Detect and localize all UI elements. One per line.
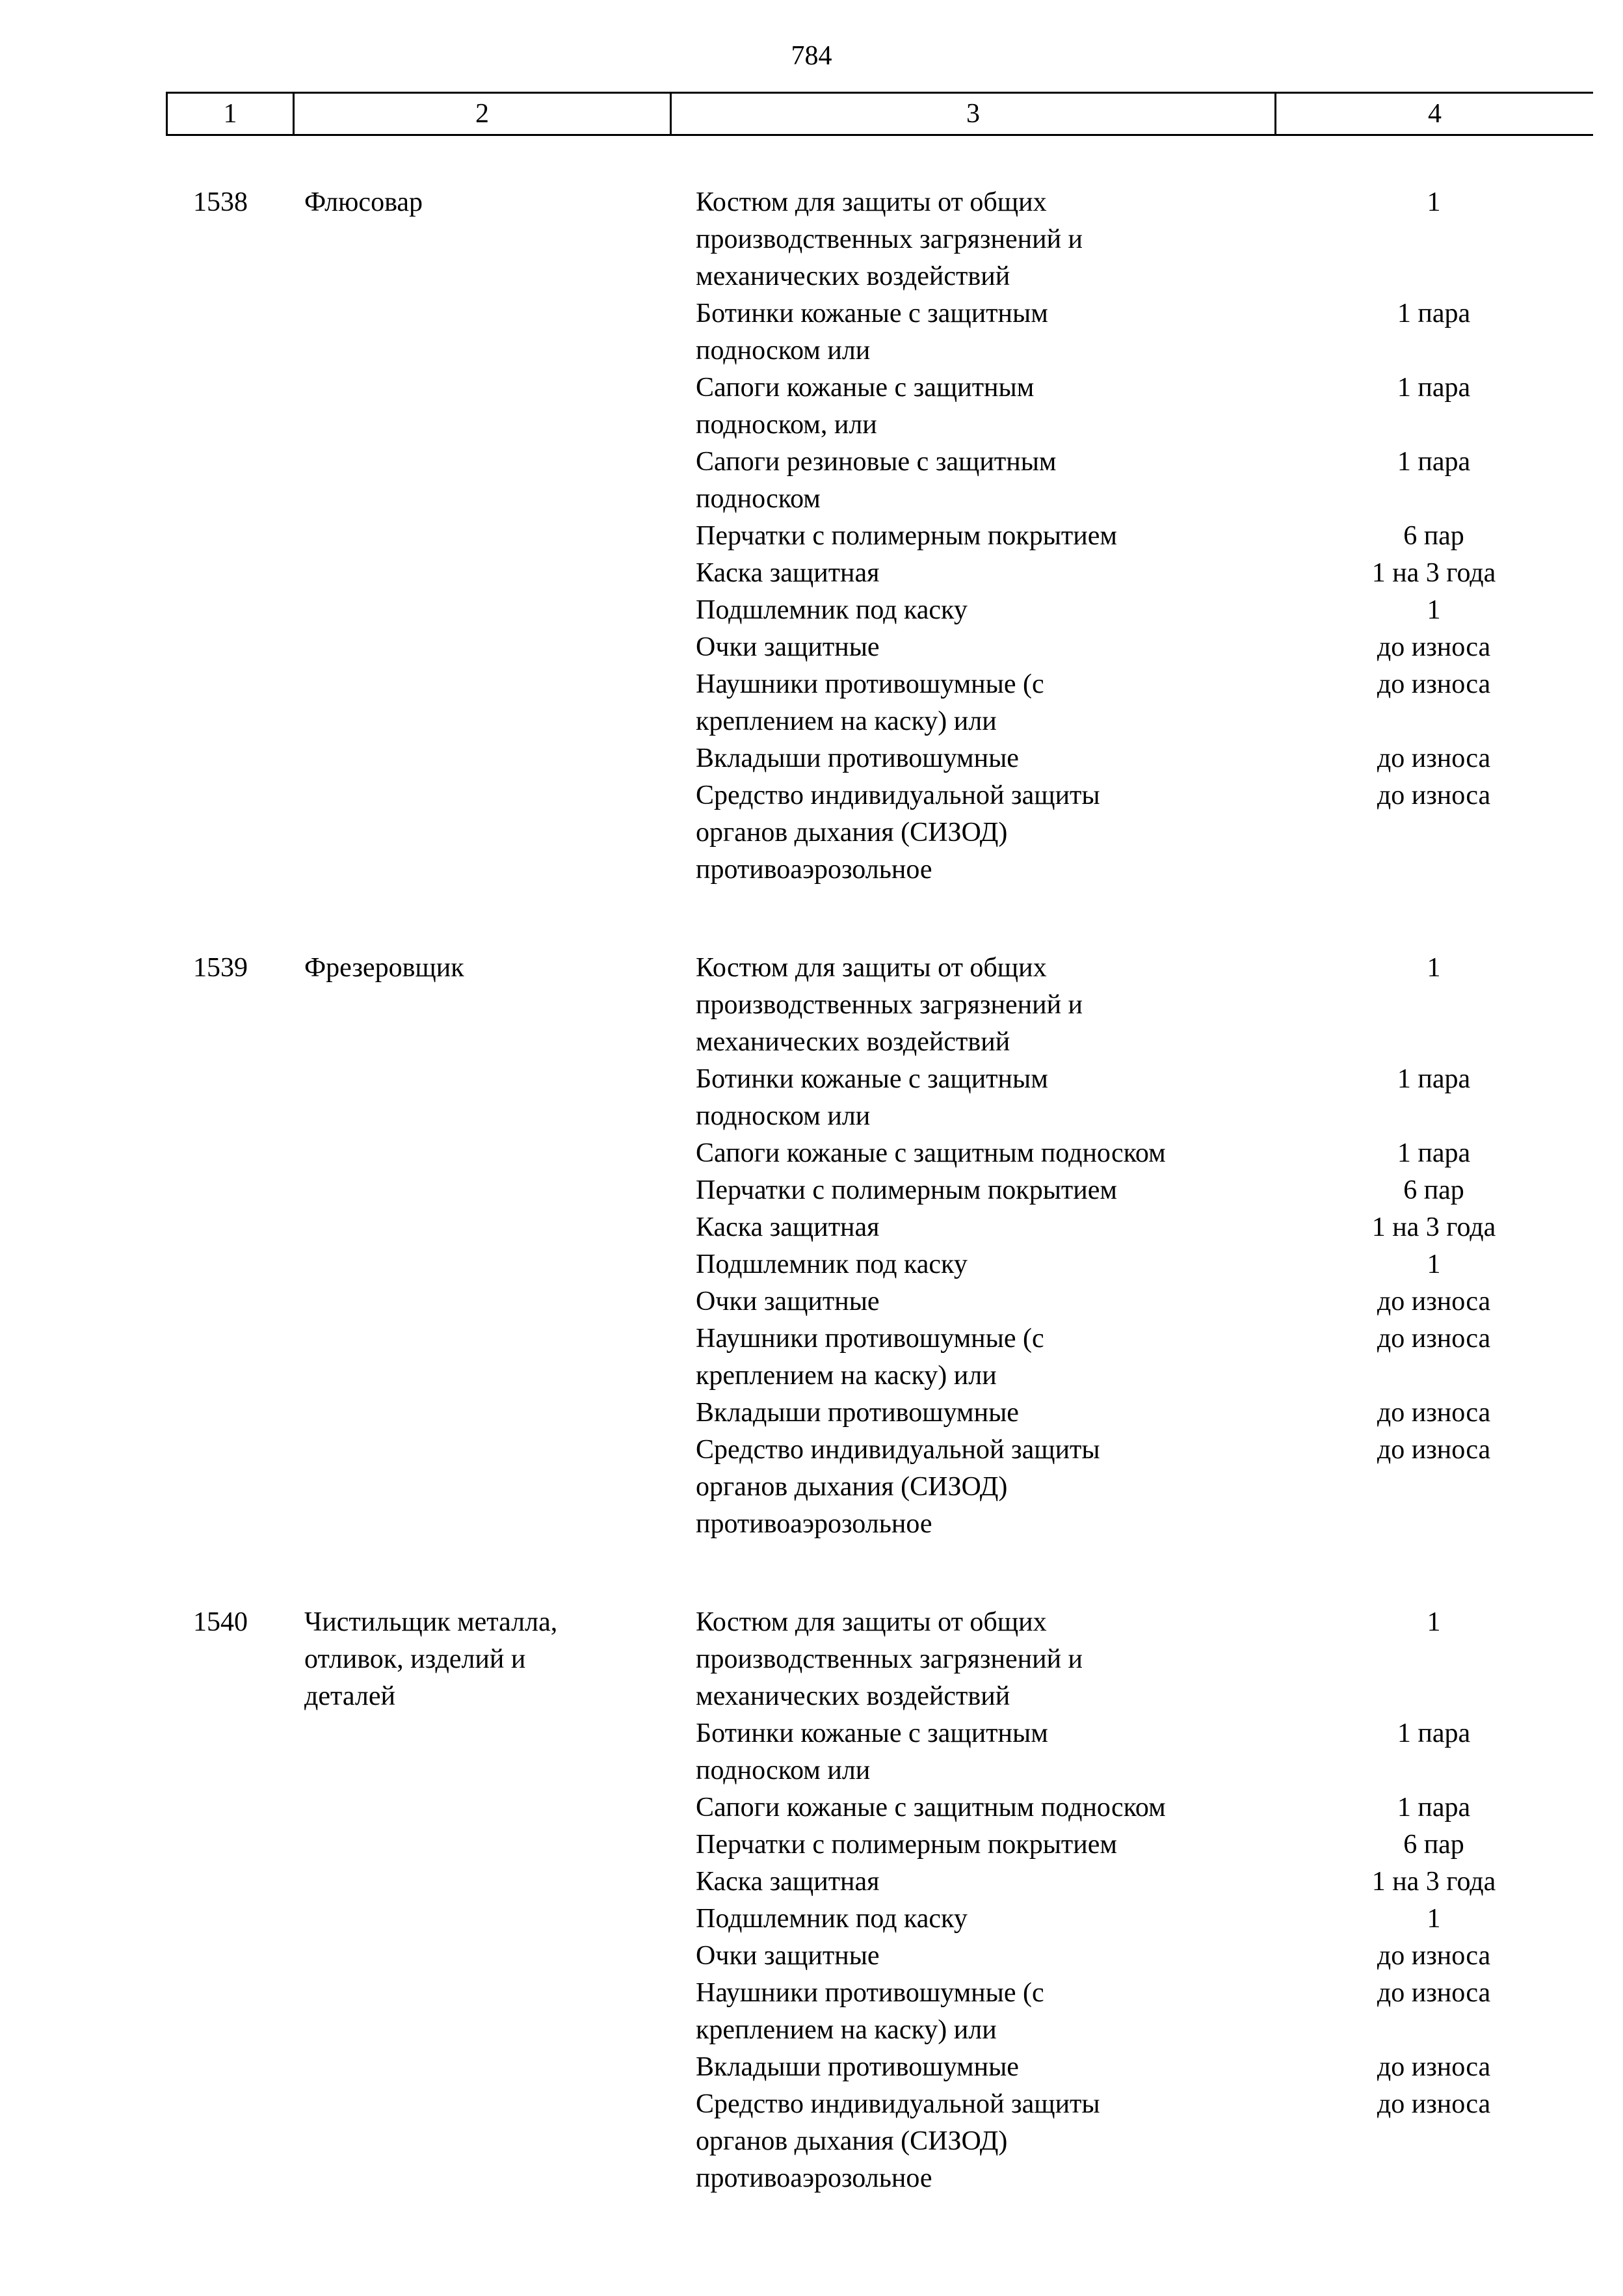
issue-norm: 1 пара [1397, 1793, 1471, 1822]
issue-norm: до износа [1377, 2089, 1491, 2119]
entry-number: 1538 [193, 187, 248, 217]
issue-norm: 1 пара [1397, 299, 1471, 328]
table-header-col-3: 3 [670, 94, 1274, 134]
equipment-row [670, 444, 1593, 518]
equipment-name: Очки защитные [696, 632, 880, 662]
equipment-row [670, 1901, 1593, 1938]
entry-items [670, 950, 1593, 1543]
equipment-name: Наушники противошумные (с креплением на каску) или [696, 1978, 1044, 2045]
issue-norm: 1 [1427, 187, 1441, 217]
equipment-name: Сапоги резиновые с защитным подноском [696, 447, 1057, 514]
issue-norm: 1 пара [1397, 373, 1471, 403]
equipment-name: Средство индивидуальной защиты органов дыхания (СИЗОД) противоаэрозольное [696, 2089, 1100, 2193]
equipment-name: Каска защитная [696, 558, 880, 588]
issue-norm: до износа [1377, 1324, 1491, 1354]
equipment-row [670, 1604, 1593, 1715]
equipment-row [670, 184, 1593, 295]
equipment-row [670, 1938, 1593, 1975]
equipment-name: Ботинки кожаные с защитным подноском или [696, 299, 1048, 366]
equipment-row [670, 1826, 1593, 1863]
issue-norm: до износа [1377, 1978, 1491, 2008]
equipment-row [670, 740, 1593, 777]
issue-norm: до износа [1377, 1398, 1491, 1428]
equipment-row [670, 629, 1593, 666]
issue-norm: 1 [1427, 595, 1441, 625]
equipment-row [670, 1172, 1593, 1209]
issue-norm: 1 [1427, 1249, 1441, 1279]
issue-norm: 1 пара [1397, 1718, 1471, 1748]
issue-norm: до износа [1377, 781, 1491, 810]
equipment-row [670, 1135, 1593, 1172]
table-entries [166, 184, 1593, 2197]
equipment-row [670, 592, 1593, 629]
entry-profession: Фрезеровщик [304, 953, 464, 983]
equipment-row [670, 1789, 1593, 1826]
issue-norm: 6 пар [1403, 1830, 1464, 1860]
equipment-name: Подшлемник под каску [696, 1904, 968, 1934]
entry-items [670, 184, 1593, 888]
table-entry [166, 184, 1593, 888]
equipment-name: Подшлемник под каску [696, 595, 968, 625]
equipment-row [670, 1975, 1593, 2049]
page-number: 784 [791, 41, 832, 71]
issue-norm: до износа [1377, 1287, 1491, 1316]
entry-number: 1539 [193, 953, 248, 983]
equipment-name: Вкладыши противошумные [696, 2052, 1019, 2082]
equipment-row [670, 555, 1593, 592]
issue-norm: до износа [1377, 2052, 1491, 2082]
equipment-row [670, 518, 1593, 555]
equipment-row [670, 369, 1593, 444]
equipment-row [670, 1320, 1593, 1395]
issue-norm: до износа [1377, 632, 1491, 662]
issue-norm: 1 на 3 года [1371, 558, 1496, 588]
equipment-name: Сапоги кожаные с защитным подноском [696, 1138, 1166, 1168]
equipment-name: Средство индивидуальной защиты органов дыхания (СИЗОД) противоаэрозольное [696, 1435, 1100, 1539]
table-header-col-1: 1 [166, 94, 293, 134]
equipment-name: Очки защитные [696, 1941, 880, 1971]
issue-norm: до износа [1377, 669, 1491, 699]
equipment-name: Перчатки с полимерным покрытием [696, 1175, 1117, 1205]
issue-norm: 6 пар [1403, 1175, 1464, 1205]
equipment-row [670, 1209, 1593, 1246]
entry-profession: Чистильщик металла, отливок, изделий и деталей [304, 1607, 558, 1711]
equipment-row [670, 2049, 1593, 2086]
equipment-row [670, 295, 1593, 369]
table-header-row [166, 92, 1593, 136]
equipment-name: Каска защитная [696, 1867, 880, 1897]
issue-norm: 1 на 3 года [1371, 1867, 1496, 1897]
table-entry [166, 950, 1593, 1543]
equipment-name: Наушники противошумные (с креплением на каску) или [696, 669, 1044, 736]
equipment-name: Сапоги кожаные с защитным подноском, или [696, 373, 1035, 440]
equipment-name: Сапоги кожаные с защитным подноском [696, 1793, 1166, 1822]
entry-profession: Флюсовар [304, 187, 423, 217]
equipment-name: Перчатки с полимерным покрытием [696, 521, 1117, 551]
table-header-col-2: 2 [293, 94, 670, 134]
equipment-row [670, 2086, 1593, 2197]
equipment-row [670, 1863, 1593, 1901]
issue-norm: 1 пара [1397, 1138, 1471, 1168]
issue-norm: до износа [1377, 1941, 1491, 1971]
equipment-name: Подшлемник под каску [696, 1249, 968, 1279]
equipment-name: Ботинки кожаные с защитным подноском или [696, 1718, 1048, 1785]
entry-number: 1540 [193, 1607, 248, 1637]
issue-norm: 1 [1427, 1904, 1441, 1934]
equipment-name: Каска защитная [696, 1212, 880, 1242]
equipment-name: Очки защитные [696, 1287, 880, 1316]
issue-norm: до износа [1377, 743, 1491, 773]
issue-norm: 6 пар [1403, 521, 1464, 551]
equipment-name: Наушники противошумные (с креплением на каску) или [696, 1324, 1044, 1391]
table-header-col-4: 4 [1274, 94, 1593, 134]
issue-norm: 1 на 3 года [1371, 1212, 1496, 1242]
issue-norm: 1 пара [1397, 447, 1471, 477]
equipment-row [670, 1246, 1593, 1283]
equipment-row [670, 777, 1593, 888]
equipment-row [670, 1432, 1593, 1543]
equipment-name: Костюм для защиты от общих производственных загрязнений и механических воздействий [696, 1607, 1083, 1711]
entry-items [670, 1604, 1593, 2197]
issue-norm: 1 пара [1397, 1064, 1471, 1094]
issue-norm: до износа [1377, 1435, 1491, 1465]
issue-norm: 1 [1427, 1607, 1441, 1637]
equipment-name: Перчатки с полимерным покрытием [696, 1830, 1117, 1860]
equipment-row [670, 1283, 1593, 1320]
equipment-name: Вкладыши противошумные [696, 743, 1019, 773]
equipment-row [670, 1715, 1593, 1789]
equipment-row [670, 1061, 1593, 1135]
table-entry [166, 1604, 1593, 2197]
equipment-name: Костюм для защиты от общих производственных загрязнений и механических воздействий [696, 187, 1083, 291]
equipment-row [670, 950, 1593, 1061]
issue-norm: 1 [1427, 953, 1441, 983]
equipment-name: Средство индивидуальной защиты органов дыхания (СИЗОД) противоаэрозольное [696, 781, 1100, 885]
equipment-row [670, 1395, 1593, 1432]
equipment-name: Ботинки кожаные с защитным подноском или [696, 1064, 1048, 1131]
equipment-name: Костюм для защиты от общих производственных загрязнений и механических воздействий [696, 953, 1083, 1057]
equipment-row [670, 666, 1593, 740]
equipment-name: Вкладыши противошумные [696, 1398, 1019, 1428]
